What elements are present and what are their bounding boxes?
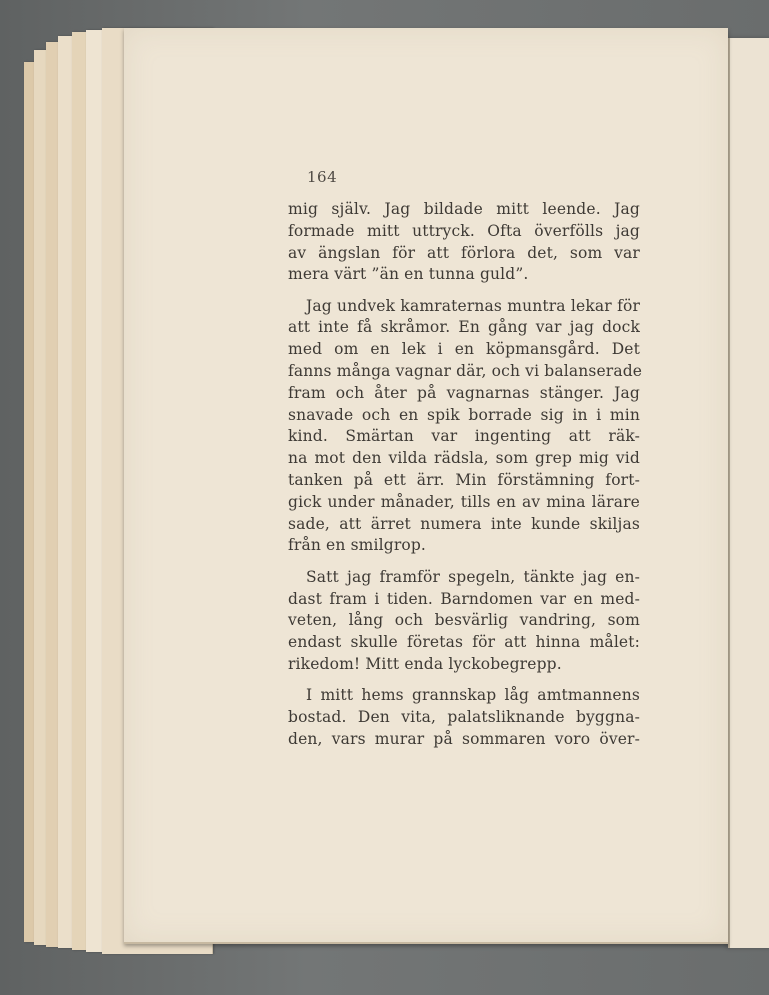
- facing-page-edge: [728, 38, 769, 948]
- text-line: kind. Smärtan var ingenting att räk-: [288, 427, 640, 446]
- paragraph: [288, 296, 643, 558]
- book-page: [124, 28, 728, 944]
- text-line: fanns många vagnar där, och vi balanserade: [288, 362, 643, 381]
- text-line: med om en lek i en köpmansgård. Det: [288, 340, 640, 359]
- text-line: na mot den vilda rädsla, som grep mig vid: [288, 449, 640, 468]
- text-line: Jag undvek kamraternas muntra lekar för: [306, 296, 640, 315]
- text-line: veten, lång och besvärlig vandring, som: [288, 611, 640, 630]
- text-line: snavade och en spik borrade sig in i min: [288, 405, 640, 424]
- text-line: gick under månader, tills en av mina lärare: [288, 492, 640, 511]
- text-line: Satt jag framför spegeln, tänkte jag en-: [306, 567, 640, 586]
- paragraph: [288, 567, 640, 676]
- text-line: mera värt ”än en tunna guld”.: [288, 265, 529, 284]
- body-text: [288, 199, 643, 760]
- text-line: att inte få skråmor. En gång var jag dock: [288, 318, 640, 337]
- text-line: mig själv. Jag bildade mitt leende. Jag: [288, 200, 640, 218]
- text-line: av ängslan för att förlora det, som var: [288, 243, 640, 262]
- text-line: tanken på ett ärr. Min förstämning fort-: [288, 471, 640, 490]
- text-line: endast skulle företas för att hinna målet:: [288, 633, 640, 652]
- text-line: från en smilgrop.: [288, 536, 427, 555]
- text-line: I mitt hems grannskap låg amtmannens: [306, 686, 640, 705]
- text-line: dast fram i tiden. Barndomen var en med-: [288, 589, 640, 608]
- text-line: rikedom! Mitt enda lyckobegrepp.: [288, 654, 562, 673]
- text-line: bostad. Den vita, palatsliknande byggna-: [288, 708, 640, 727]
- text-line: den, vars murar på sommaren voro över-: [288, 729, 640, 748]
- text-line: sade, att ärret numera inte kunde skiljas: [288, 514, 640, 533]
- paragraph: [288, 685, 640, 750]
- text-line: formade mitt uttryck. Ofta överfölls jag: [288, 221, 640, 240]
- paragraph: [288, 199, 640, 286]
- page-number: 164: [307, 168, 338, 186]
- text-line: fram och åter på vagnarnas stänger. Jag: [288, 383, 640, 402]
